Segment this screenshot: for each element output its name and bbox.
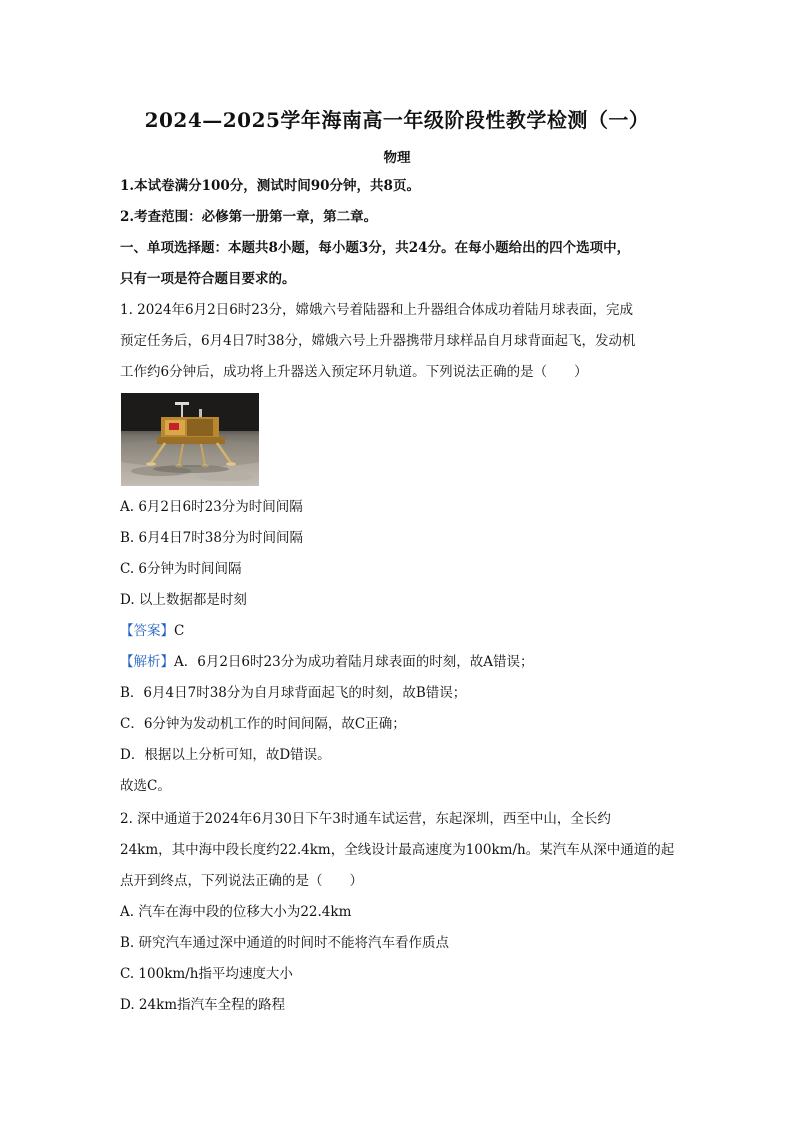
note-2: 2.考查范围：必修第一册第一章，第二章。 (120, 209, 378, 225)
lunar-lander-photo (121, 393, 259, 486)
section-heading-line-2: 只有一项是符合题目要求的。 (120, 271, 296, 287)
q2-option-c: C. 100km/h指平均速度大小 (120, 966, 293, 982)
answer-tag: 【答案】 (120, 623, 174, 639)
q2-option-d: D. 24km指汽车全程的路程 (120, 997, 286, 1013)
q1-option-d: D. 以上数据都是时刻 (120, 592, 247, 608)
q1-option-b: B. 6月4日7时38分为时间间隔 (120, 530, 303, 546)
q1-stem-line-2: 预定任务后，6月4日7时38分，嫦娥六号上升器携带月球样品自月球背面起飞，发动机 (120, 333, 636, 349)
subject-label: 物理 (383, 150, 411, 166)
q1-analysis-line-2: B．6月4日7时38分为自月球背面起飞的时刻，故B错误； (120, 685, 467, 701)
answer-value: C (174, 623, 185, 639)
note-1: 1.本试卷满分100分，测试时间90分钟，共8页。 (120, 178, 420, 194)
section-heading-line-1: 一、单项选择题：本题共8小题，每小题3分，共24分。在每小题给出的四个选项中， (120, 240, 631, 256)
q2-stem-line-1: 2. 深中通道于2024年6月30日下午3时通车试运营，东起深圳，西至中山，全长约 (120, 811, 611, 827)
q1-analysis-line-1 (120, 652, 680, 672)
q1-option-c: C. 6分钟为时间间隔 (120, 561, 242, 577)
q1-stem-line-3: 工作约6分钟后，成功将上升器送入预定环月轨道。下列说法正确的是（ ） (120, 364, 588, 380)
q1-conclusion: 故选C。 (120, 778, 171, 794)
q1-analysis-line-4: D．根据以上分析可知，故D错误。 (120, 747, 331, 763)
q1-stem-line-1: 1. 2024年6月2日6时23分，嫦娥六号着陆器和上升器组合体成功着陆月球表面，完成 (120, 302, 633, 318)
q1-analysis-line-3: C．6分钟为发动机工作的时间间隔，故C正确； (120, 716, 406, 732)
exam-title: 2024—2025学年海南高一年级阶段性教学检测（一） (144, 108, 650, 132)
q2-option-b: B. 研究汽车通过深中通道的时间时不能将汽车看作质点 (120, 935, 450, 951)
q2-stem-line-3: 点开到终点，下列说法正确的是（ ） (120, 873, 363, 889)
analysis-text: A．6月2日6时23分为成功着陆月球表面的时刻，故A错误； (174, 654, 534, 670)
q2-stem-line-2: 24km，其中海中段长度约22.4km，全线设计最高速度为100km/h。某汽车从深中通道的起 (120, 842, 675, 858)
q2-option-a: A. 汽车在海中段的位移大小为22.4km (120, 904, 352, 920)
q1-option-a: A. 6月2日6时23分为时间间隔 (120, 499, 303, 515)
analysis-tag: 【解析】 (120, 654, 174, 670)
q1-answer (120, 621, 680, 641)
